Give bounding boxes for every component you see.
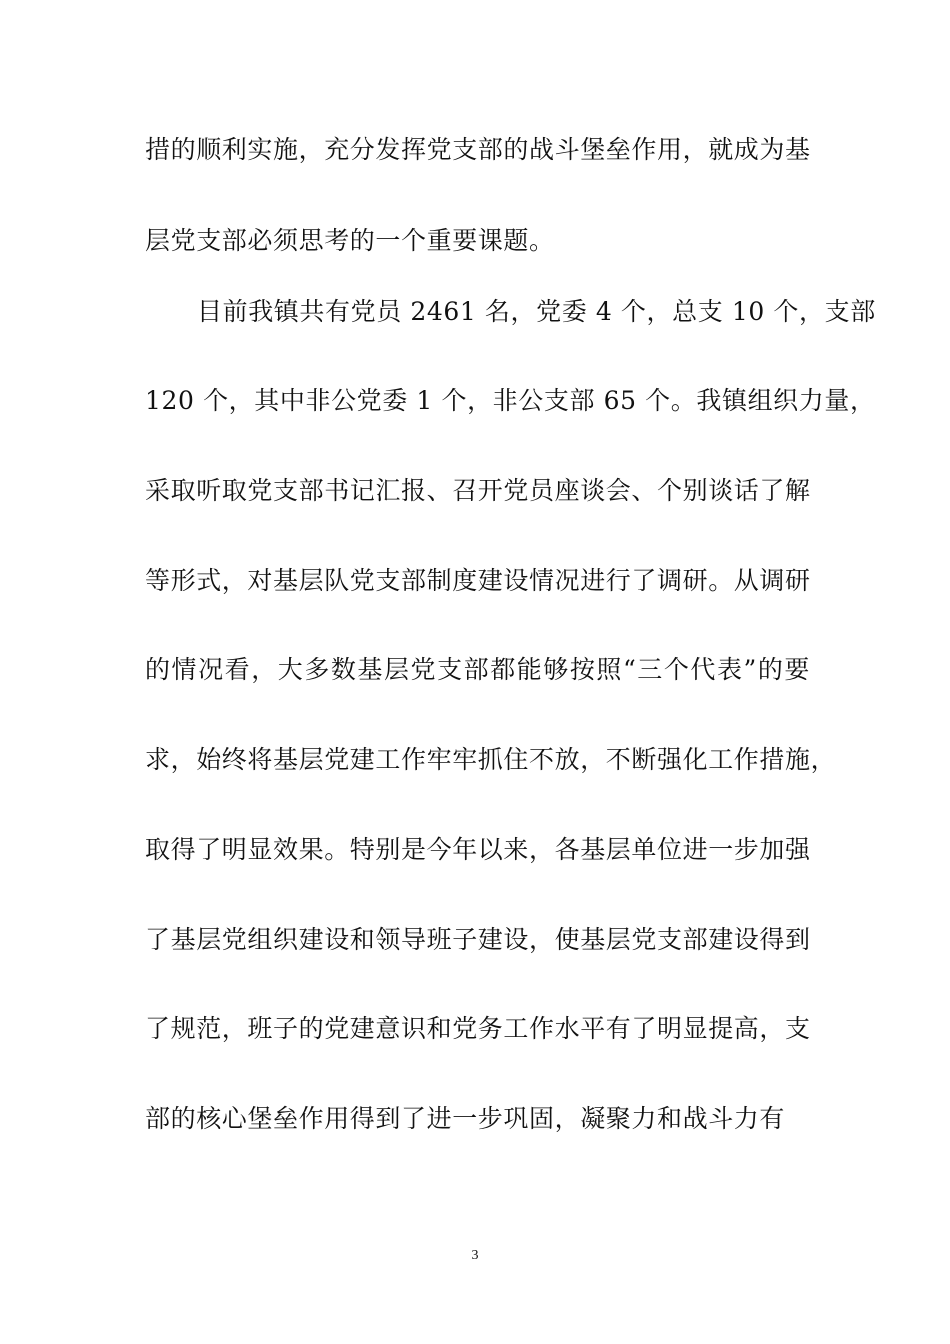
text-line-8: 求，始终将基层党建工作牢牢抓住不放，不断强化工作措施， [145, 745, 837, 774]
text-line-1: 措的顺利实施，充分发挥党支部的战斗堡垒作用，就成为基 [145, 135, 811, 164]
text-line-12: 部的核心堡垒作用得到了进一步巩固，凝聚力和战斗力有 [145, 1104, 786, 1133]
text-line-2: 层党支部必须思考的一个重要课题。 [145, 226, 555, 255]
text-line-10: 了基层党组织建设和领导班子建设，使基层党支部建设得到 [145, 925, 811, 954]
text-line-9: 取得了明显效果。特别是今年以来，各基层单位进一步加强 [145, 835, 811, 864]
text-line-5: 采取听取党支部书记汇报、召开党员座谈会、个别谈话了解 [145, 476, 811, 505]
text-line-4: 120 个，其中非公党委 1 个，非公支部 65 个。我镇组织力量， [145, 386, 876, 415]
text-line-7: 的情况看，大多数基层党支部都能够按照“三个代表”的要 [145, 655, 810, 684]
text-line-11: 了规范，班子的党建意识和党务工作水平有了明显提高，支 [145, 1014, 811, 1043]
text-line-6: 等形式，对基层队党支部制度建设情况进行了调研。从调研 [145, 566, 811, 595]
text-line-3: 目前我镇共有党员 2461 名，党委 4 个，总支 10 个，支部 [197, 297, 876, 326]
page-number: 3 [471, 1248, 479, 1263]
